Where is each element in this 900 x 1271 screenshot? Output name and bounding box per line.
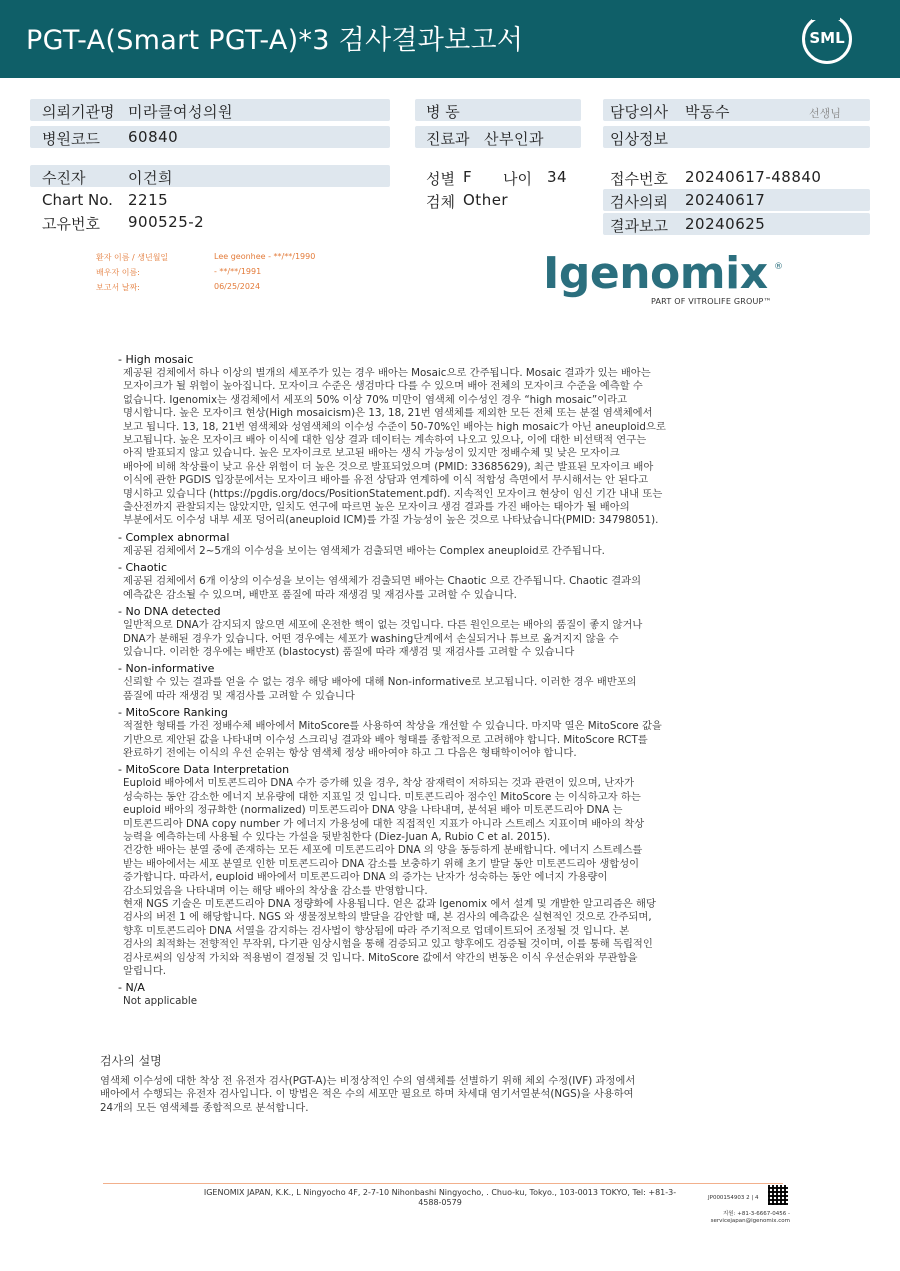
footer-phone: 지원: +81-3-6667-0456 - <box>722 1211 790 1217</box>
section-line: 제공된 검체에서 6개 이상의 이수성을 보이는 염색체가 검출되면 배아는 Chaotic 으로 간주됩니다. Chaotic 결과의 <box>123 575 642 588</box>
section-line: 기반으로 제안된 값을 나타내며 이수성 스크리닝 결과와 배아 형태를 종합적으로 고려해야 합니다. MitoScore RCT를 <box>123 733 648 746</box>
section-line: 신뢰할 수 있는 결과를 얻을 수 없는 경우 해당 배아에 대해 Non-informative로 보고됩니다. 이러한 경우 배반포의 <box>123 676 637 689</box>
section-line: 능력을 예측하는데 사용될 수 있다는 가설을 뒷받침한다 (Diez-Juan A, Rubio C et al. 2015). <box>123 830 551 843</box>
id-label: 고유번호 <box>42 215 100 233</box>
section-line: 일반적으로 DNA가 감지되지 않으면 세포에 온전한 핵이 없는 것입니다. 다른 원인으로는 배아의 품질이 좋지 않거나 <box>123 619 643 632</box>
section-line: 보고됩니다. 높은 모자이크 배아 이식에 대한 임상 결과 데이터는 계속하여 나오고 있으나, 이에 대한 비선택적 연구는 <box>123 434 647 447</box>
section-heading: - Complex abnormal <box>118 530 230 544</box>
section-line: 받는 배아에서는 세포 분열로 인한 미토콘드리아 DNA 감소를 보충하기 위해 초기 발달 동안 미토콘드리아 생합성이 <box>123 857 640 870</box>
qr-code-icon <box>768 1185 788 1205</box>
section-line: Euploid 배아에서 미토콘드리아 DNA 수가 증가해 있을 경우, 착상 잠재력이 저하되는 것과 관련이 있으며, 난자가 <box>123 777 635 790</box>
age-label: 나이 <box>503 170 532 188</box>
section-line: 성숙하는 동안 감소한 에너지 보유량에 대한 지표일 것 입니다. 미토콘드리아 점수인 MitoScore 는 이식하고자 하는 <box>123 790 641 803</box>
section-heading: - MitoScore Ranking <box>118 706 228 720</box>
report-title: PGT-A(Smart PGT-A)*3 검사결과보고서 <box>26 25 524 56</box>
description-line: 배아에서 수행되는 유전자 검사입니다. 이 방법은 적은 수의 세포만 필요로 하며 차세대 염기서열분석(NGS)을 사용하여 <box>100 1088 634 1101</box>
footer-divider <box>103 1183 783 1184</box>
patient-label: 수진자 <box>42 169 86 187</box>
section-line: 알립니다. <box>123 965 167 978</box>
section-line: 제공된 검체에서 2~5개의 이수성을 보이는 염색체가 검출되면 배아는 Complex aneuploid로 간주됩니다. <box>123 544 605 557</box>
patient-value: 이건희 <box>128 169 173 187</box>
section-line: 검사의 최적화는 전향적인 무작위, 다기관 임상시험을 통해 검증되고 있고 향후에도 검증될 것이며, 이를 통해 독립적인 <box>123 938 653 951</box>
section-line: 명시합니다. 높은 모자이크 현상(High mosaicism)은 13, 18, 21번 염색체를 제외한 모든 전체 또는 분절 염색체에서 <box>123 407 653 420</box>
clinical-label: 임상정보 <box>610 130 668 148</box>
sml-logo: SML <box>809 29 845 47</box>
section-heading: - N/A <box>118 981 145 995</box>
specimen-value: Other <box>463 191 509 209</box>
doctor-suffix: 선생님 <box>809 107 841 120</box>
section-heading: - No DNA detected <box>118 605 221 619</box>
ward-label: 병 동 <box>426 103 460 121</box>
description-line: 염색체 이수성에 대한 착상 전 유전자 검사(PGT-A)는 비정상적인 수의 염색체를 선별하기 위해 체외 수정(IVF) 과정에서 <box>100 1075 636 1087</box>
meta-patient-label: 환자 이름 / 생년월일 <box>96 253 169 262</box>
chart-label: Chart No. <box>42 191 113 209</box>
section-line: 보고 됩니다. 13, 18, 21번 염색체와 성염색체의 이수성 수준이 50-70%인 배아는 high mosaic가 아닌 aneuploid으로 <box>123 420 666 433</box>
footer-contact <box>700 1211 790 1225</box>
section-line: 예측값은 감소될 수 있으며, 배반포 품질에 따라 재생검 및 재검사를 고려할 수 있습니다. <box>123 588 517 601</box>
igenomix-registered-mark: ® <box>774 262 783 272</box>
section-line: 배아에 비해 착상률이 낮고 유산 위험이 더 높은 것으로 발표되었으며 (PMID: 33685629), 최근 발표된 모자이크 배아 <box>123 460 654 473</box>
receipt-label: 접수번호 <box>610 170 668 188</box>
section-line: euploid 배아의 정규화한 (normalized) 미토콘드리아 DNA 양을 나타내며, 분석된 배아 미토콘드리아 DNA 는 <box>123 804 623 817</box>
meta-spouse-value: - **/**/1991 <box>214 267 262 276</box>
hospital-code-value: 60840 <box>128 128 179 146</box>
dept-value: 산부인과 <box>484 130 544 148</box>
meta-date-value: 06/25/2024 <box>214 282 261 291</box>
section-line: 미토콘드리아 DNA copy number 가 에너지 가용성에 대한 직접적인 지표가 아니라 스트레스 지표이며 배아의 착상 <box>123 817 645 830</box>
meta-date-label: 보고서 날짜: <box>96 283 140 292</box>
description-title: 검사의 설명 <box>100 1054 162 1068</box>
section-line: 검사의 버전 1 에 해당합니다. NGS 와 생물정보학의 발달을 감안할 때, 본 검사의 예측값은 실현적인 것으로 간주되며, <box>123 911 652 924</box>
description-line: 24개의 모든 염색체를 종합적으로 분석합니다. <box>100 1101 309 1114</box>
report-date-value: 20240625 <box>685 215 766 233</box>
meta-patient-value: Lee geonhee - **/**/1990 <box>214 252 316 261</box>
section-line: Not applicable <box>123 995 198 1008</box>
report-header <box>0 0 900 78</box>
dept-label: 진료과 <box>426 130 470 148</box>
footer-address: IGENOMIX JAPAN, K.K., L Ningyocho 4F, 2-7-10 Nihonbashi Ningyocho, . Chuo-ku, Tokyo., 103-0013 TOKYO, Tel: +81-3-4588-0579 <box>203 1188 677 1207</box>
section-line: 향후 미토콘드리아 DNA 서열을 감지하는 검사법이 향상됨에 따라 주기적으로 업데이트되어 조정될 것 입니다. 본 <box>123 924 630 937</box>
igenomix-logo: Igenomix <box>543 248 768 299</box>
chart-value: 2215 <box>128 191 169 209</box>
section-line: 명시하고 있습니다 (https://pgdis.org/docs/PositionStatement.pdf). 지속적인 모자이크 현상이 임신 기간 내내 또는 <box>123 487 663 500</box>
result-definitions <box>118 350 778 1009</box>
section-line: 모자이크가 될 위험이 높아집니다. 모자이크 수준은 생검마다 다를 수 있으며 배아 전체의 모자이크 수준을 예측할 수 <box>123 380 643 393</box>
receipt-value: 20240617-48840 <box>685 168 822 186</box>
section-heading: - High mosaic <box>118 353 194 366</box>
section-line: 아직 발표되지 않고 있습니다. 높은 모자이크로 보고된 배아는 생식 가능성이 있지만 정배수체 및 낮은 모자이크 <box>123 447 620 460</box>
section-line: 출산전까지 관찰되지는 않았지만, 일치도 연구에 따르면 높은 모자이크 생검 결과를 가진 배아는 태아가 될 배아의 <box>123 501 630 514</box>
section-heading: - Chaotic <box>118 561 168 575</box>
section-line: 적절한 형태를 가진 정배수체 배아에서 MitoScore를 사용하여 착상을 개선할 수 있습니다. 마지막 열은 MitoScore 값을 <box>123 720 662 733</box>
request-value: 20240617 <box>685 191 766 209</box>
sml-logo-arc <box>812 10 840 20</box>
meta-spouse-label: 배우자 이름: <box>96 268 140 277</box>
footer-email: servicejapan@igenomix.com <box>710 1218 790 1224</box>
age-value: 34 <box>547 168 568 186</box>
section-line: 부분에서도 이수성 내부 세포 덩어리(aneuploid ICM)를 가질 가능성이 높은 것으로 나타났습니다(PMID: 34798051). <box>123 514 659 527</box>
igenomix-subtitle: PART OF VITROLIFE GROUP™ <box>651 297 772 306</box>
section-line: 건강한 배아는 분열 중에 존재하는 모든 세포에 미토콘드리아 DNA 의 양을 동등하게 분배합니다. 에너지 스트레스를 <box>123 844 643 857</box>
section-line: 검사로써의 임상적 가치와 적용범이 결정될 것 입니다. MitoScore 값에서 약간의 변동은 이식 우선순위와 무관함을 <box>123 951 638 964</box>
section-heading: - MitoScore Data Interpretation <box>118 763 290 777</box>
section-line: 완료하기 전에는 이식의 우선 순위는 항상 염색체 정상 배아여야 하고 그 다음은 형태학이어야 합니다. <box>123 746 577 759</box>
clinic-label: 의뢰기관명 <box>42 103 115 121</box>
id-value: 900525-2 <box>128 213 205 231</box>
doctor-label: 담당의사 <box>610 103 668 121</box>
doctor-value: 박동수 <box>685 103 730 121</box>
section-line: DNA가 분해된 경우가 있습니다. 어떤 경우에는 세포가 washing단계에서 손실되거나 튜브로 옮겨지지 않을 수 <box>123 632 619 645</box>
section-line: 현재 NGS 기술은 미토콘드리아 DNA 정량화에 사용됩니다. 얻은 값과 Igenomix 에서 설계 및 개발한 알고리즘은 해당 <box>123 898 656 910</box>
description-text <box>100 1075 770 1115</box>
section-line: 있습니다. 이러한 경우에는 배반포 (blastocyst) 품질에 따라 재생검 및 재검사를 고려할 수 있습니다 <box>123 645 575 658</box>
section-line: 품질에 따라 재생검 및 재검사를 고려할 수 있습니다 <box>123 689 355 702</box>
section-heading: - Non-informative <box>118 662 215 676</box>
section-line: 없습니다. Igenomix는 생검체에서 세포의 50% 이상 70% 미만이 염색체 이수성인 경우 “high mosaic”이라고 <box>123 393 628 406</box>
sex-value: F <box>463 168 473 186</box>
footer-document-code: JP000154903 2 | 4 <box>708 1195 759 1201</box>
section-line: 증가합니다. 따라서, euploid 배아에서 미토콘드리아 DNA 의 증가는 난자가 성숙하는 동안 에너지 가용량이 <box>123 871 608 884</box>
request-label: 검사의뢰 <box>610 193 668 211</box>
sex-label: 성별 <box>426 170 455 188</box>
hospital-code-label: 병원코드 <box>42 130 100 148</box>
report-date-label: 결과보고 <box>610 217 668 235</box>
clinic-value: 미라클여성의원 <box>128 103 233 121</box>
section-line: 제공된 검체에서 하나 이상의 별개의 세포주가 있는 경우 배아는 Mosaic으로 간주됩니다. Mosaic 결과가 있는 배아는 <box>123 367 651 379</box>
specimen-label: 검체 <box>426 193 455 211</box>
section-line: 이식에 관한 PGDIS 입장문에서는 모자이크 배아를 유전 상담과 연계하에 이식 적합성 측면에서 무시해서는 안 된다고 <box>123 474 649 487</box>
section-line: 감소되었음을 나타내며 이는 해당 배아의 착상율 감소를 반영합니다. <box>123 884 428 897</box>
